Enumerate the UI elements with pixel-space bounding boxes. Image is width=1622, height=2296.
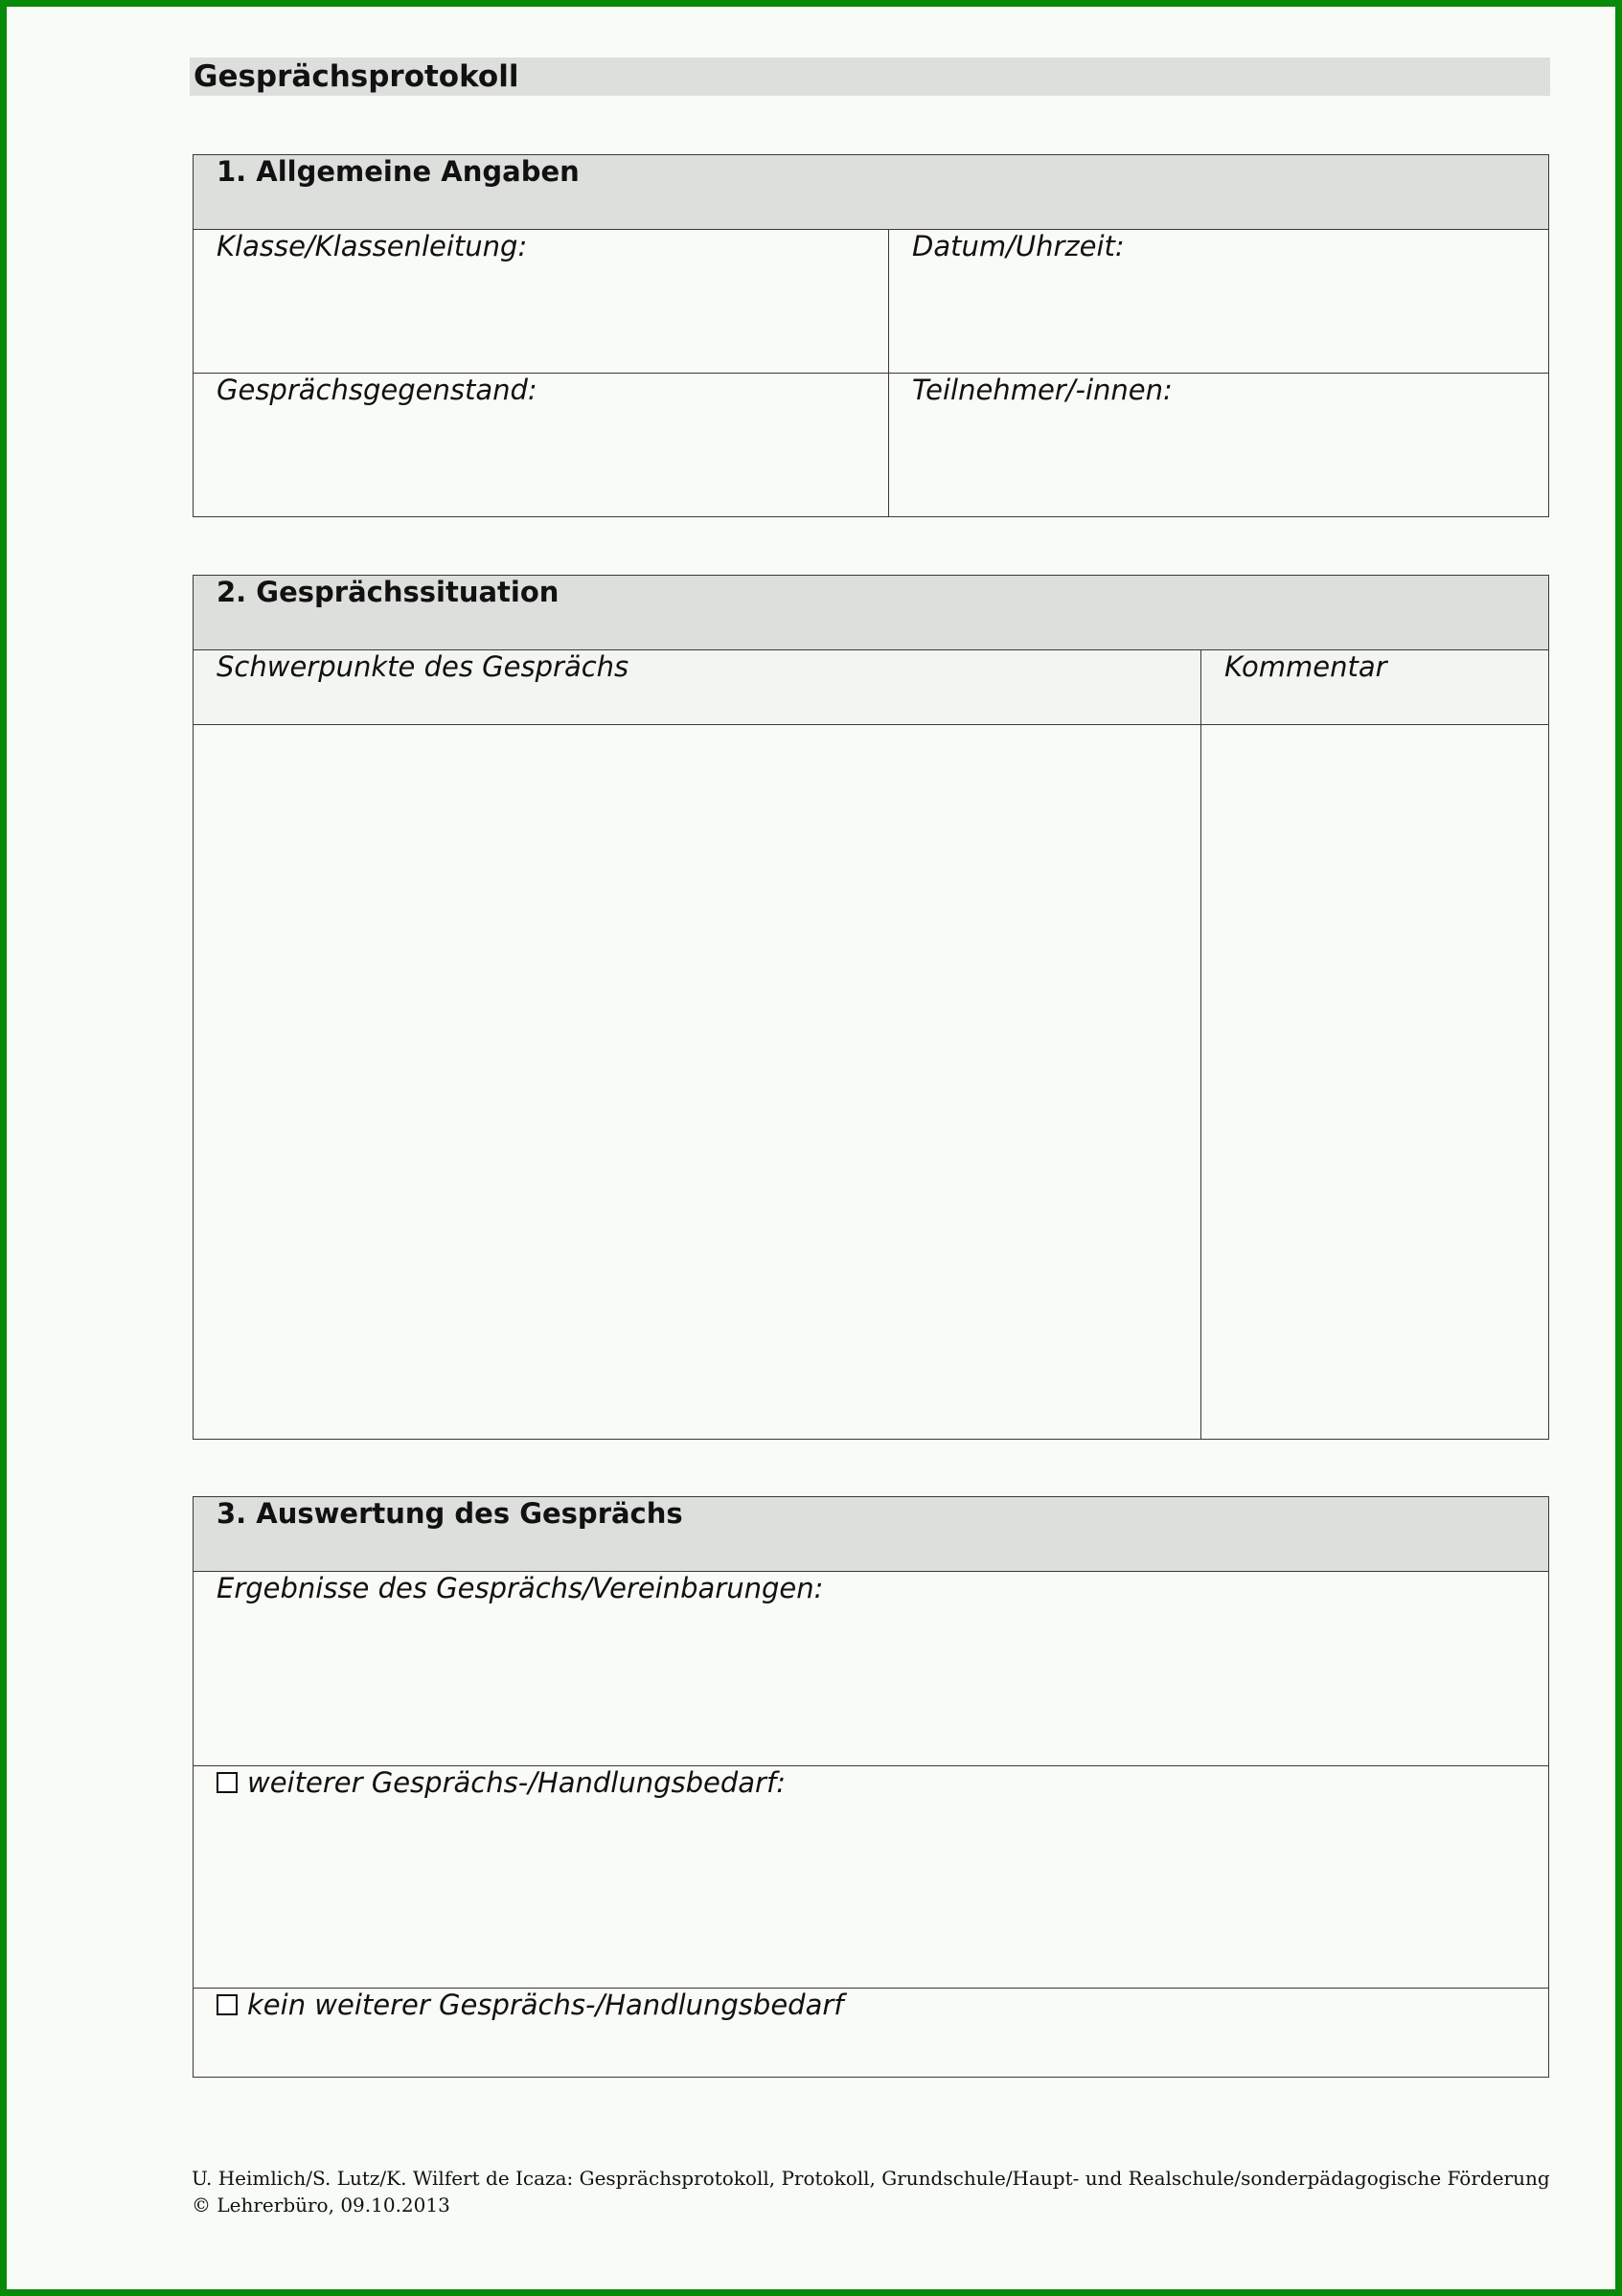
page-title: Gesprächsprotokoll	[194, 59, 519, 94]
kein-bedarf-label: kein weiterer Gesprächs-/Handlungsbedarf	[247, 1989, 844, 2021]
schwerpunkte-column-header: Schwerpunkte des Gesprächs	[194, 650, 1201, 725]
kommentar-column-header: Kommentar	[1201, 650, 1549, 725]
klasse-label: Klasse/Klassenleitung:	[217, 230, 528, 262]
footer-copyright: © Lehrerbüro, 09.10.2013	[192, 2194, 450, 2216]
section-2-heading: 2. Gesprächssituation	[194, 576, 1549, 650]
kein-bedarf-field[interactable]	[194, 1989, 1549, 2078]
section-auswertung	[193, 1496, 1549, 2078]
ergebnisse-field[interactable]	[194, 1572, 1549, 1766]
schwerpunkte-input-area[interactable]	[194, 725, 1201, 1440]
klasse-field[interactable]	[194, 230, 889, 374]
kommentar-input-area[interactable]	[1201, 725, 1549, 1440]
datum-label: Datum/Uhrzeit:	[912, 230, 1125, 262]
teilnehmer-label: Teilnehmer/-innen:	[912, 374, 1173, 406]
section-gespraechssituation	[193, 575, 1549, 1440]
title-bar	[190, 57, 1550, 96]
section-1-heading: 1. Allgemeine Angaben	[194, 155, 1549, 230]
section-allgemeine-angaben	[193, 154, 1549, 517]
datum-field[interactable]	[889, 230, 1549, 374]
weiterer-bedarf-checkbox[interactable]	[217, 1772, 238, 1793]
footer	[192, 2165, 1550, 2218]
footer-citation: U. Heimlich/S. Lutz/K. Wilfert de Icaza: Gesprächsprotokoll, Protokoll, Grundschule/Haupt- und Realschule/sonderpädagogische Förderung	[192, 2167, 1550, 2190]
kein-bedarf-checkbox[interactable]	[217, 1994, 238, 2015]
weiterer-bedarf-label: weiterer Gesprächs-/Handlungsbedarf:	[247, 1766, 786, 1799]
gegenstand-field[interactable]	[194, 374, 889, 517]
gegenstand-label: Gesprächsgegenstand:	[217, 374, 537, 406]
section-3-heading: 3. Auswertung des Gesprächs	[194, 1497, 1549, 1572]
teilnehmer-field[interactable]	[889, 374, 1549, 517]
ergebnisse-label: Ergebnisse des Gesprächs/Vereinbarungen:	[217, 1572, 824, 1604]
weiterer-bedarf-field[interactable]	[194, 1766, 1549, 1989]
